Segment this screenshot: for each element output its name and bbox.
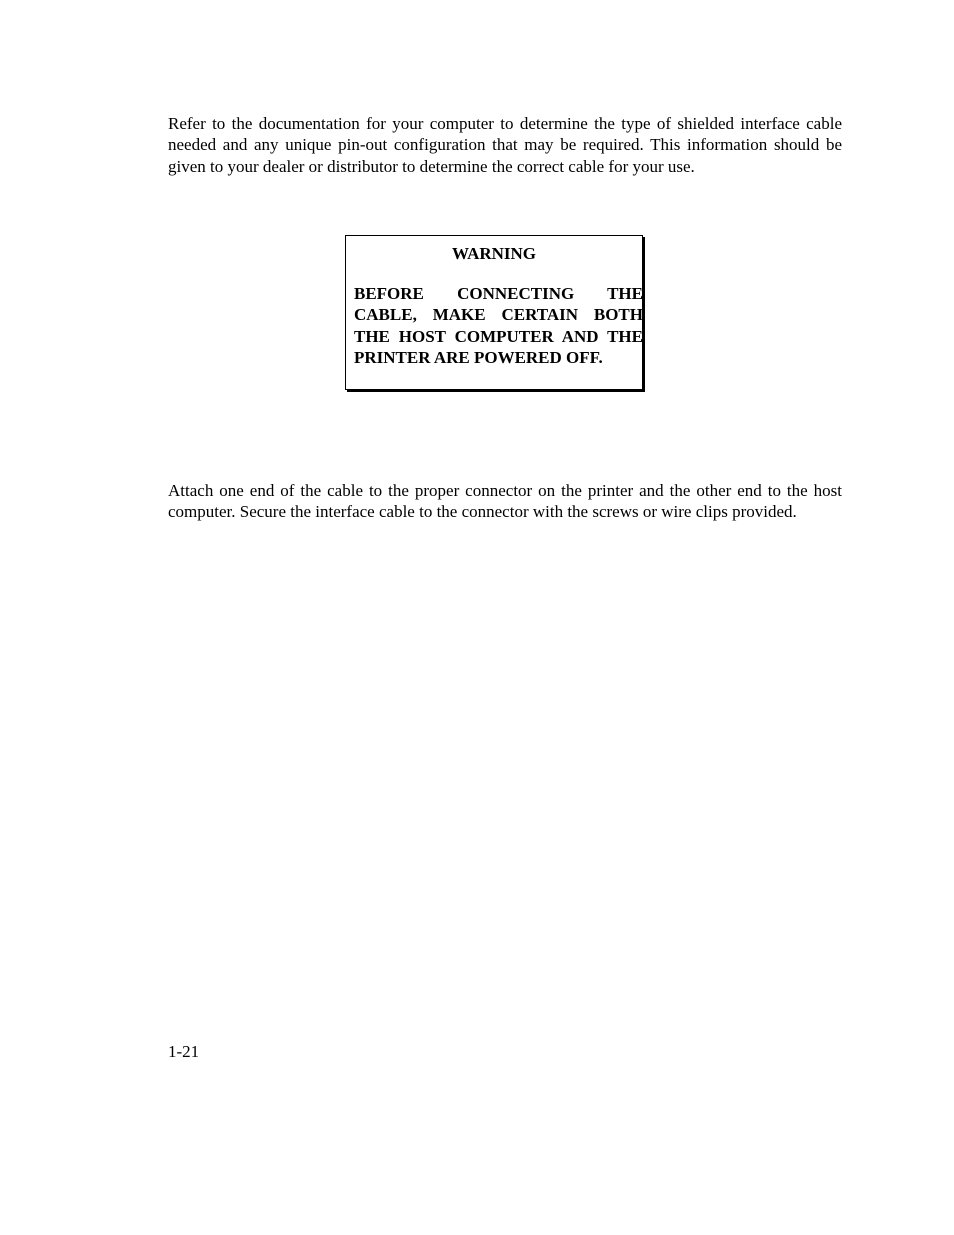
warning-text: BEFORE CONNECTING THE CABLE, MAKE CERTAIN BOTH THE HOST COMPUTER AND THE PRINTER ARE POWERED OFF. xyxy=(354,284,643,367)
warning-title: WARNING xyxy=(451,244,537,263)
page-number: 1-21 xyxy=(168,1042,200,1061)
intro-paragraph: Refer to the documentation for your computer to determine the type of shielded interface cable needed and any unique pin-out configuration that may be required. This information should be given to your dealer or distributor to determine the correct cable for your use. xyxy=(168,114,842,176)
attach-paragraph: Attach one end of the cable to the proper connector on the printer and the other end to the host computer. Secure the interface cable to the connector with the screws or wire clips provided. xyxy=(168,481,842,522)
warning-box xyxy=(345,235,643,390)
